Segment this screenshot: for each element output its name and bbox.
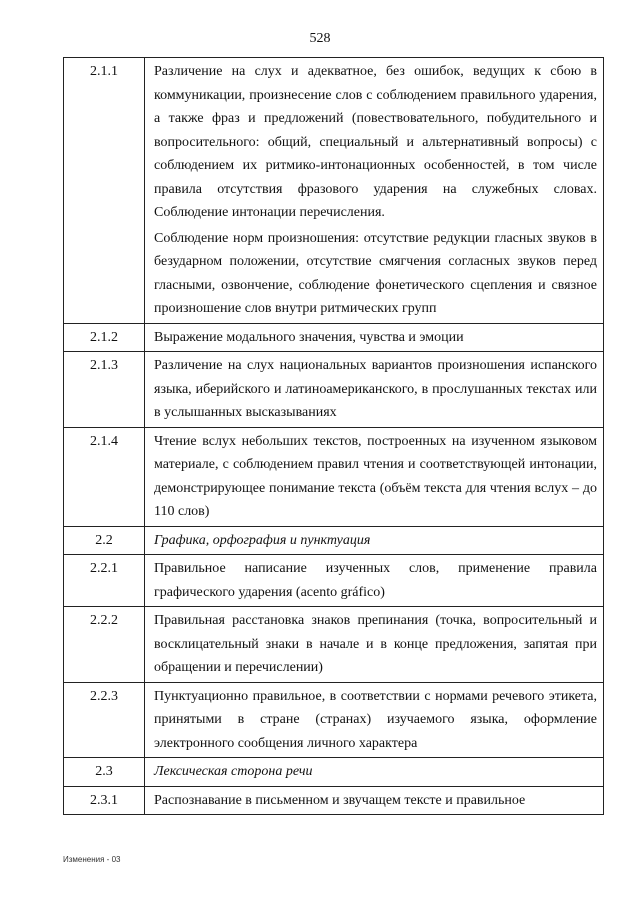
section-description: [145, 58, 604, 324]
table-row: [64, 555, 604, 607]
description-paragraph: Пунктуационно правильное, в соответствии с нормами речевого этикета, принятыми в стране (странах) изучаемого языка, оформление электронного сообщения личного характера: [154, 688, 597, 751]
section-number: 2.2.3: [64, 682, 145, 758]
table-row: [64, 323, 604, 352]
section-number: 2.1.1: [64, 58, 145, 324]
section-number: 2.1.2: [64, 323, 145, 352]
content-table: [63, 57, 604, 815]
section-heading: [145, 526, 604, 555]
description-paragraph: Лексическая сторона речи: [154, 764, 313, 779]
section-description: [145, 555, 604, 607]
description-paragraph: Соблюдение норм произношения: отсутствие редукции гласных звуков в безударном положении, отсутствие смягчения согласных звуков перед гласными, озвончение, соблюдение фонетического сцепления и связное произношение слов внутри ритмических групп: [154, 230, 597, 316]
table-row: [64, 786, 604, 815]
description-paragraph: Правильная расстановка знаков препинания (точка, вопросительный и восклицательный знаки в начале и в конце предложения, запятая при обращении и перечислении): [154, 613, 597, 675]
table-row: [64, 682, 604, 758]
description-paragraph: Правильное написание изученных слов, применение правила графического ударения (acento gráfico): [154, 561, 597, 600]
description-paragraph: Распознавание в письменном и звучащем тексте и правильное: [154, 792, 526, 808]
section-number: 2.1.4: [64, 427, 145, 526]
description-paragraph: Графика, орфография и пунктуация: [154, 532, 371, 548]
section-number: 2.2: [64, 526, 145, 555]
description-paragraph: Различение на слух национальных вариантов произношения испанского языка, иберийского и латиноамериканского, в прослушанных текстах или в услышанных высказываниях: [154, 358, 597, 420]
section-description: [145, 323, 604, 352]
section-number: 2.2.2: [64, 607, 145, 683]
table-row: [64, 526, 604, 555]
table-row: [64, 427, 604, 526]
section-description: [145, 607, 604, 683]
table-row: [64, 58, 604, 324]
section-description: [145, 427, 604, 526]
table-row: [64, 758, 604, 787]
section-description: [145, 352, 604, 428]
section-description: [145, 786, 604, 815]
description-paragraph: Различение на слух и адекватное, без ошибок, ведущих к сбою в коммуникации, произнесение слов с соблюдением правильного ударения, а также фраз и предложений (повествовательного, побудительного и вопросительного: общий, специальный и альтернативный вопросы) с соблюдением их ритмико-интонационных особенностей, в том числе правила отсутствия фразового ударения на служебных словах. Соблюдение интонации перечисления.: [154, 64, 597, 220]
section-number: 2.3: [64, 758, 145, 787]
table-row: [64, 607, 604, 683]
section-number: 2.2.1: [64, 555, 145, 607]
section-number: 2.3.1: [64, 786, 145, 815]
page-number: 528: [309, 31, 331, 46]
section-description: [145, 682, 604, 758]
description-paragraph: Выражение модального значения, чувства и эмоции: [154, 329, 464, 345]
description-paragraph: Чтение вслух небольших текстов, построенных на изученном языковом материале, с соблюдением правил чтения и соответствующей интонации, демонстрирующее понимание текста (объём текста для чтения вслух – до 110 слов): [154, 433, 597, 519]
footer-note: Изменения - 03: [63, 855, 121, 864]
section-heading: [145, 758, 604, 787]
table-row: [64, 352, 604, 428]
section-number: 2.1.3: [64, 352, 145, 428]
